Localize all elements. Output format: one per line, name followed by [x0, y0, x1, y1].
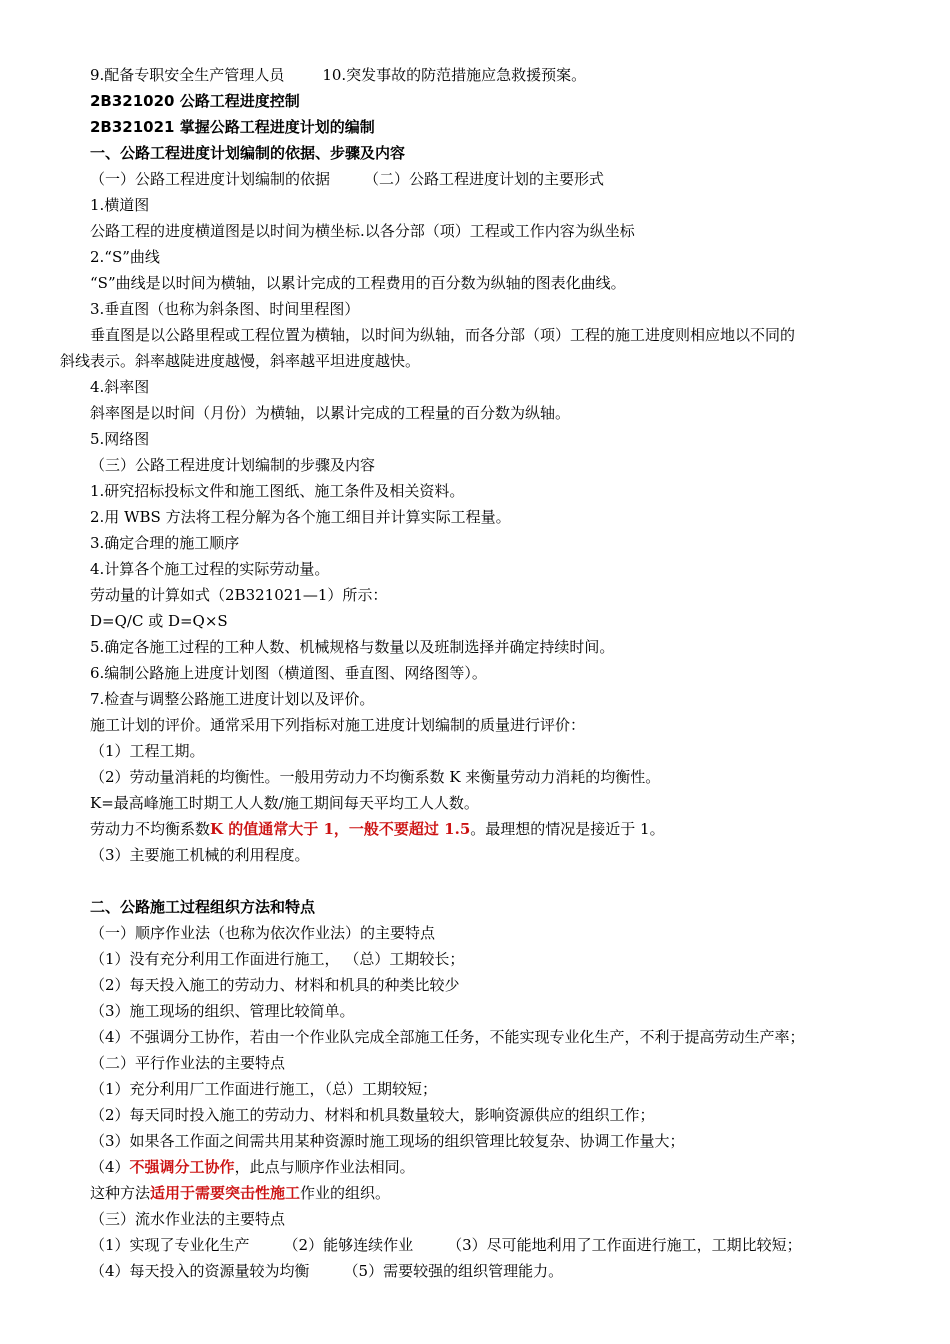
list-item: （3）尽可能地利用了工作面进行施工，工期比较短；: [447, 1236, 802, 1254]
text-line: [90, 1235, 802, 1255]
list-item: 9.配备专职安全生产管理人员: [90, 66, 285, 84]
subsection-label: （三）流水作业法的主要特点: [90, 1210, 286, 1228]
list-item: （1）实现了专业化生产: [90, 1236, 250, 1254]
emphasis-text: 不强调分工协作: [129, 1158, 235, 1176]
subsection-label: （二）公路工程进度计划的主要形式: [364, 170, 605, 188]
list-item: 5.网络图: [90, 430, 150, 448]
list-item: 2.“S”曲线: [90, 248, 160, 266]
section-heading: 二、公路施工过程组织方法和特点: [90, 898, 316, 916]
list-item: （5）需要较强的组织管理能力。: [343, 1262, 564, 1280]
subsection-label: （二）平行作业法的主要特点: [90, 1054, 286, 1072]
list-item: （2）每天同时投入施工的劳动力、材料和机具数量较大，影响资源供应的组织工作；: [90, 1106, 655, 1124]
paragraph: “S”曲线是以时间为横轴，以累计完成的工程费用的百分数为纵轴的图表化曲线。: [90, 274, 626, 292]
list-item: 4.斜率图: [90, 378, 150, 396]
paragraph-continuation: 斜线表示。斜率越陡进度越慢，斜率越平坦进度越快。: [60, 352, 421, 370]
paragraph: 施工计划的评价。通常采用下列指标对施工进度计划编制的质量进行评价：: [90, 716, 586, 734]
section-heading: 一、公路工程进度计划编制的依据、步骤及内容: [90, 144, 406, 162]
list-item: 1.横道图: [90, 196, 150, 214]
subsection-label: （三）公路工程进度计划编制的步骤及内容: [90, 456, 376, 474]
list-item: 4.计算各个施工过程的实际劳动量。: [90, 560, 330, 578]
paragraph: 公路工程的进度横道图是以时间为横坐标.以各分部（项）工程或工作内容为纵坐标: [90, 222, 635, 240]
emphasis-text: K 的值通常大于 1，一般不要超过 1.5: [210, 820, 471, 838]
list-item: （3）如果各工作面之间需共用某种资源时施工现场的组织管理比较复杂、协调工作量大；: [90, 1132, 685, 1150]
section-code-heading: 2B321020 公路工程进度控制: [90, 92, 300, 110]
list-item: 5.确定各施工过程的工种人数、机械规格与数量以及班制选择并确定持续时间。: [90, 638, 615, 656]
paragraph-text: ，此点与顺序作业法相同。: [234, 1158, 415, 1176]
paragraph-text: 这种方法: [90, 1184, 151, 1202]
text-line: [90, 169, 604, 189]
list-item: 6.编制公路施上进度计划图（横道图、垂直图、网络图等）。: [90, 664, 487, 682]
list-marker: （4）: [90, 1158, 130, 1176]
formula: K=最高峰施工时期工人人数/施工期间每天平均工人人数。: [90, 794, 479, 812]
list-item: （4）不强调分工协作，若由一个作业队完成全部施工任务，不能实现专业化生产，不利于提高劳动生产率；: [90, 1028, 805, 1046]
text-line: [90, 1157, 415, 1177]
emphasis-text: 适用于需要突击性施工: [150, 1184, 301, 1202]
formula: D=Q/C 或 D=Q×S: [90, 612, 228, 630]
paragraph: 劳动量的计算如式（2B321021—1）所示：: [90, 586, 388, 604]
list-item: 3.垂直图（也称为斜条图、时间里程图）: [90, 300, 360, 318]
text-line: [90, 1261, 563, 1281]
list-item: 7.检查与调整公路施工进度计划以及评价。: [90, 690, 375, 708]
list-item: （3）施工现场的组织、管理比较简单。: [90, 1002, 355, 1020]
list-item: 2.用 WBS 方法将工程分解为各个施工细目并计算实际工程量。: [90, 508, 511, 526]
text-line: [90, 65, 586, 85]
list-item: （4）每天投入的资源量较为均衡: [90, 1262, 310, 1280]
section-code-heading: 2B321021 掌握公路工程进度计划的编制: [90, 118, 375, 136]
list-item: （1）没有充分利用工作面进行施工， （总）工期较长；: [90, 950, 465, 968]
text-line: [90, 1183, 390, 1203]
paragraph-text: 劳动力不均衡系数: [90, 820, 211, 838]
list-item: （2）劳动量消耗的均衡性。一般用劳动力不均衡系数 K 来衡量劳动力消耗的均衡性。: [90, 768, 661, 786]
subsection-label: （一）顺序作业法（也称为依次作业法）的主要特点: [90, 924, 436, 942]
paragraph-text: 。最理想的情况是接近于 1。: [470, 820, 665, 838]
list-item: （3）主要施工机械的利用程度。: [90, 846, 310, 864]
text-line: [90, 819, 665, 839]
list-item: （1）工程工期。: [90, 742, 205, 760]
list-item: （1）充分利用厂工作面进行施工，（总）工期较短；: [90, 1080, 438, 1098]
subsection-label: （一）公路工程进度计划编制的依据: [90, 170, 331, 188]
list-item: （2）能够连续作业: [283, 1236, 414, 1254]
list-item: 1.研究招标投标文件和施工图纸、施工条件及相关资料。: [90, 482, 465, 500]
list-item: （2）每天投入施工的劳动力、材料和机具的种类比较少: [90, 976, 460, 994]
list-item: 10.突发事故的防范措施应急救援预案。: [322, 66, 587, 84]
list-item: 3.确定合理的施工顺序: [90, 534, 240, 552]
paragraph-text: 作业的组织。: [300, 1184, 391, 1202]
paragraph: 垂直图是以公路里程或工程位置为横轴，以时间为纵轴，而各分部（项）工程的施工进度则相应地以不同的: [90, 326, 796, 344]
paragraph: 斜率图是以时间（月份）为横轴，以累计完成的工程量的百分数为纵轴。: [90, 404, 571, 422]
